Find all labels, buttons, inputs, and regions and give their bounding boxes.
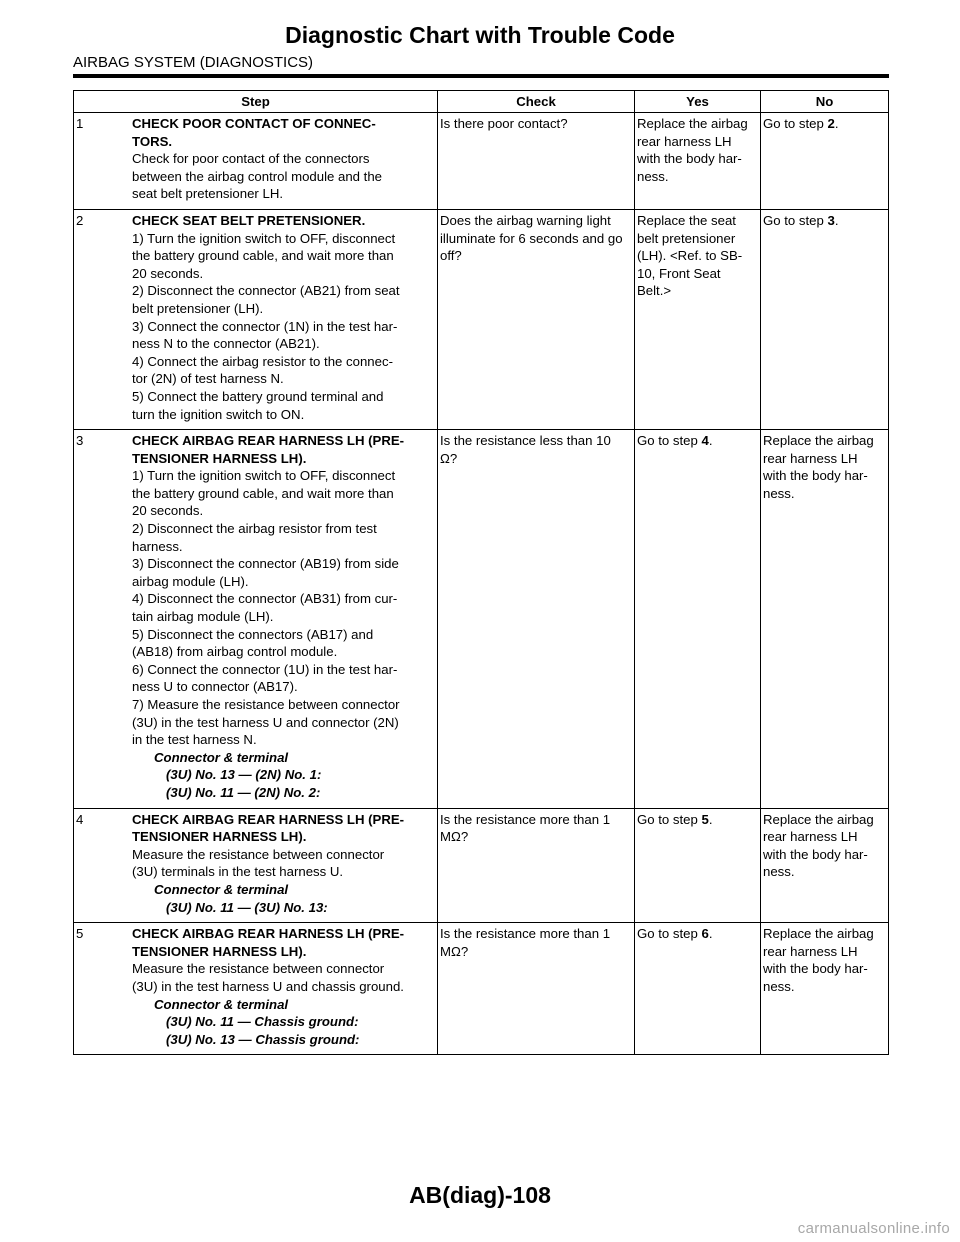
connector-terminal-pair: (3U) No. 13 — (2N) No. 1: <box>166 767 322 783</box>
diagnostic-table <box>73 90 889 1055</box>
step-content <box>76 811 435 917</box>
yes-goto-step-number: 6 <box>701 926 709 942</box>
no-line: Replace the airbag <box>763 811 874 827</box>
step-cell <box>74 923 438 1055</box>
step-content <box>76 212 435 423</box>
step-cell <box>74 808 438 923</box>
table-row <box>74 923 889 1055</box>
yes-goto-suffix: . <box>708 433 713 449</box>
step-title: TORS. <box>132 133 173 149</box>
step-instruction: Measure the resistance between connector <box>132 961 385 977</box>
no-cell <box>761 923 889 1055</box>
check-line: Ω? <box>440 450 458 466</box>
no-goto-prefix: Go to step <box>763 212 828 228</box>
step-body <box>132 925 435 1048</box>
check-line: Is there poor contact? <box>440 116 568 131</box>
yes-cell <box>635 113 761 210</box>
step-instruction: turn the ignition switch to ON. <box>132 406 305 422</box>
page-title: Diagnostic Chart with Trouble Code <box>285 22 675 48</box>
step-instruction: (3U) terminals in the test harness U. <box>132 864 344 880</box>
yes-cell <box>635 808 761 923</box>
step-title: TENSIONER HARNESS LH). <box>132 450 307 466</box>
check-line: Is the resistance more than 1 <box>440 811 611 827</box>
step-cell <box>74 430 438 808</box>
step-content <box>76 925 435 1048</box>
no-line: rear harness LH <box>763 829 858 845</box>
step-number: 5 <box>76 926 84 942</box>
connector-terminal-heading: Connector & terminal <box>154 881 289 897</box>
section-title: AIRBAG SYSTEM (DIAGNOSTICS) <box>73 54 314 71</box>
yes-line: Belt.> <box>637 283 672 299</box>
no-goto-suffix: . <box>834 116 839 131</box>
step-instruction: Check for poor contact of the connectors <box>132 151 370 167</box>
step-instruction: (3U) in the test harness U and connector (2N) <box>132 714 399 730</box>
column-header-step: Step <box>74 91 438 113</box>
step-instruction: 4) Disconnect the connector (AB31) from cur- <box>132 591 398 607</box>
no-goto-step-number: 2 <box>827 116 835 131</box>
step-instruction: tain airbag module (LH). <box>132 609 274 625</box>
step-instruction: 7) Measure the resistance between connector <box>132 697 400 712</box>
step-instruction: tor (2N) of test harness N. <box>132 371 284 387</box>
step-title: CHECK AIRBAG REAR HARNESS LH (PRE- <box>132 433 405 449</box>
step-title: CHECK POOR CONTACT OF CONNEC- <box>132 116 376 131</box>
yes-line: Replace the seat <box>637 212 736 228</box>
step-cell <box>74 113 438 210</box>
header-rule <box>73 74 889 78</box>
step-content <box>76 432 435 801</box>
step-instruction: 1) Turn the ignition switch to OFF, disconnect <box>132 230 396 246</box>
step-content <box>76 115 435 203</box>
step-title: CHECK AIRBAG REAR HARNESS LH (PRE- <box>132 926 405 942</box>
connector-terminal-pair: (3U) No. 13 — Chassis ground: <box>166 1031 360 1047</box>
step-instruction: 1) Turn the ignition switch to OFF, disconnect <box>132 468 396 484</box>
check-cell <box>438 113 635 210</box>
step-instruction: 4) Connect the airbag resistor to the connec- <box>132 353 393 369</box>
no-line: Replace the airbag <box>763 926 874 942</box>
no-goto-prefix: Go to step <box>763 116 828 131</box>
check-cell <box>438 808 635 923</box>
check-cell <box>438 209 635 429</box>
connector-terminal-pair: (3U) No. 11 — (2N) No. 2: <box>166 784 321 800</box>
yes-line: with the body har- <box>637 151 742 167</box>
check-cell <box>438 923 635 1055</box>
yes-goto-prefix: Go to step <box>637 811 702 827</box>
step-instruction: (AB18) from airbag control module. <box>132 644 338 660</box>
page-number: AB(diag)-108 <box>409 1182 551 1208</box>
table-row <box>74 209 889 429</box>
yes-line: rear harness LH <box>637 133 732 149</box>
table-row <box>74 808 889 923</box>
no-line: rear harness LH <box>763 450 858 466</box>
yes-goto-suffix: . <box>708 926 713 942</box>
step-number: 2 <box>76 212 84 228</box>
no-line: ness. <box>763 864 795 880</box>
no-goto <box>763 115 886 133</box>
check-line: illuminate for 6 seconds and go <box>440 230 623 246</box>
check-line: MΩ? <box>440 943 469 959</box>
yes-cell <box>635 209 761 429</box>
step-instruction: ness N to the connector (AB21). <box>132 336 320 352</box>
step-title: TENSIONER HARNESS LH). <box>132 829 307 845</box>
step-body <box>132 115 435 203</box>
step-title: CHECK AIRBAG REAR HARNESS LH (PRE- <box>132 811 405 827</box>
column-header-no: No <box>761 91 889 113</box>
connector-terminal-pair: (3U) No. 11 — Chassis ground: <box>166 1014 359 1030</box>
yes-goto <box>637 925 758 943</box>
step-title: TENSIONER HARNESS LH). <box>132 943 307 959</box>
step-number: 1 <box>76 116 84 131</box>
yes-goto-suffix: . <box>708 811 713 827</box>
table-row <box>74 113 889 210</box>
no-cell <box>761 209 889 429</box>
no-line: with the body har- <box>763 961 868 977</box>
step-instruction: 20 seconds. <box>132 265 204 281</box>
step-cell <box>74 209 438 429</box>
connector-terminal-heading: Connector & terminal <box>154 996 289 1012</box>
step-instruction: ness U to connector (AB17). <box>132 679 298 695</box>
step-instruction: 2) Disconnect the connector (AB21) from seat <box>132 283 400 299</box>
step-instruction: belt pretensioner (LH). <box>132 300 264 316</box>
yes-cell <box>635 923 761 1055</box>
table-row <box>74 430 889 808</box>
no-cell <box>761 113 889 210</box>
step-instruction: 20 seconds. <box>132 503 204 519</box>
step-body <box>132 432 435 801</box>
step-instruction: harness. <box>132 538 183 554</box>
yes-goto-prefix: Go to step <box>637 433 702 449</box>
yes-goto-step-number: 4 <box>701 433 709 449</box>
step-instruction: airbag module (LH). <box>132 573 249 589</box>
yes-goto <box>637 811 758 829</box>
check-cell <box>438 430 635 808</box>
no-goto-step-number: 3 <box>827 212 835 228</box>
yes-goto-step-number: 5 <box>701 811 709 827</box>
check-line: Is the resistance less than 10 <box>440 433 611 449</box>
connector-terminal-pair: (3U) No. 11 — (3U) No. 13: <box>166 899 328 915</box>
connector-terminal-heading: Connector & terminal <box>154 749 289 765</box>
yes-line: Replace the airbag <box>637 116 748 131</box>
check-line: off? <box>440 248 462 264</box>
step-instruction: 3) Disconnect the connector (AB19) from side <box>132 556 399 572</box>
table-header-row <box>74 91 889 113</box>
step-body <box>132 212 435 423</box>
check-line: MΩ? <box>440 829 469 845</box>
step-instruction: in the test harness N. <box>132 732 257 748</box>
step-instruction: between the airbag control module and the <box>132 168 383 184</box>
yes-line: belt pretensioner <box>637 230 736 246</box>
no-line: with the body har- <box>763 468 868 484</box>
yes-line: 10, Front Seat <box>637 265 721 281</box>
step-instruction: 5) Connect the battery ground terminal and <box>132 388 384 404</box>
no-goto-suffix: . <box>834 212 839 228</box>
step-body <box>132 811 435 917</box>
column-header-yes: Yes <box>635 91 761 113</box>
step-instruction: 5) Disconnect the connectors (AB17) and <box>132 626 374 642</box>
no-line: ness. <box>763 978 795 994</box>
yes-line: ness. <box>637 168 669 184</box>
yes-line: (LH). <Ref. to SB- <box>637 248 743 264</box>
yes-goto-prefix: Go to step <box>637 926 702 942</box>
no-line: ness. <box>763 485 795 501</box>
no-cell <box>761 808 889 923</box>
step-instruction: Measure the resistance between connector <box>132 846 385 862</box>
step-instruction: the battery ground cable, and wait more than <box>132 248 394 264</box>
no-line: rear harness LH <box>763 943 858 959</box>
no-line: with the body har- <box>763 846 868 862</box>
no-cell <box>761 430 889 808</box>
step-instruction: 3) Connect the connector (1N) in the test har- <box>132 318 398 334</box>
check-line: Is the resistance more than 1 <box>440 926 611 942</box>
column-header-check: Check <box>438 91 635 113</box>
no-line: Replace the airbag <box>763 433 874 449</box>
yes-cell <box>635 430 761 808</box>
step-instruction: (3U) in the test harness U and chassis ground. <box>132 978 404 994</box>
no-goto <box>763 212 886 230</box>
watermark: carmanualsonline.info <box>797 1220 950 1237</box>
step-title: CHECK SEAT BELT PRETENSIONER. <box>132 212 366 228</box>
step-number: 3 <box>76 433 84 449</box>
step-instruction: 2) Disconnect the airbag resistor from test <box>132 521 377 537</box>
step-instruction: the battery ground cable, and wait more than <box>132 485 394 501</box>
step-instruction: seat belt pretensioner LH. <box>132 186 284 202</box>
check-line: Does the airbag warning light <box>440 212 611 228</box>
yes-goto <box>637 432 758 450</box>
step-number: 4 <box>76 811 84 827</box>
step-instruction: 6) Connect the connector (1U) in the test har- <box>132 661 398 677</box>
